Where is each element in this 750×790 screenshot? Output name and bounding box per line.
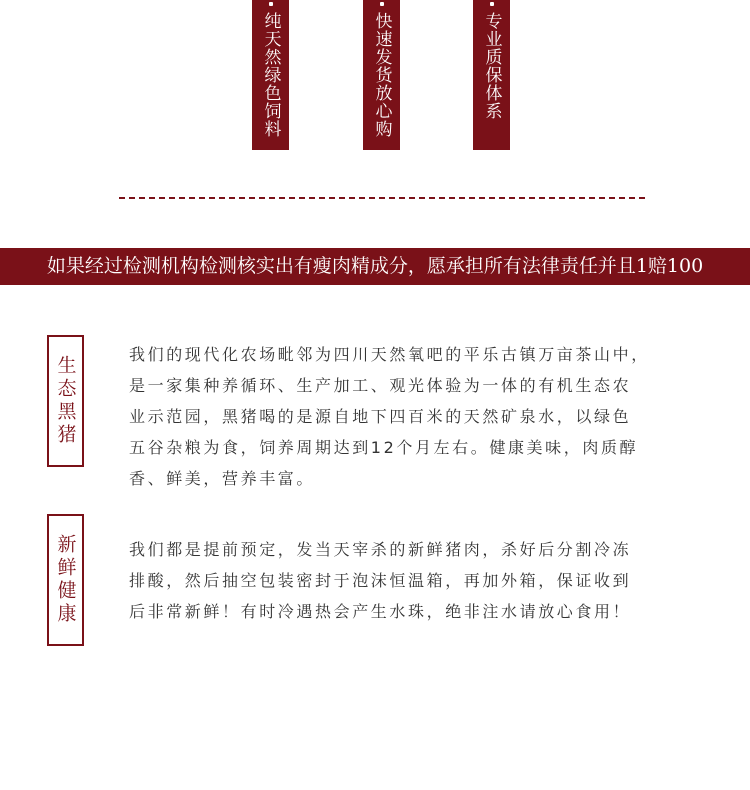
description-line: 业示范园，黑猪喝的是源自地下四百米的天然矿泉水，以绿色: [129, 407, 632, 426]
description-line: 五谷杂粮为食，饲养周期达到12个月左右。健康美味，肉质醇: [129, 438, 639, 457]
bullet-dot-icon: [269, 2, 273, 6]
guarantee-banner: 如果经过检测机构检测核实出有瘦肉精成分，愿承担所有法律责任并且1赔100: [0, 248, 750, 285]
section-label-text: 新鲜健康: [54, 534, 77, 626]
section-label-text: 生态黑猪: [54, 355, 77, 447]
description-line: 我们的现代化农场毗邻为四川天然氧吧的平乐古镇万亩茶山中，: [129, 345, 650, 364]
feature-tag-text: 专业质保体系: [481, 12, 502, 120]
description-line: 排酸，然后抽空包装密封于泡沫恒温箱，再加外箱，保证收到: [129, 571, 632, 590]
bullet-dot-icon: [380, 2, 384, 6]
section-description-eco: [129, 339, 719, 494]
feature-tag-fast-delivery: [363, 0, 400, 150]
feature-tag-text: 快速发货放心购: [371, 12, 392, 138]
description-line: 后非常新鲜！有时冷遇热会产生水珠，绝非注水请放心食用！: [129, 602, 632, 621]
section-label-eco-black-pig: [47, 335, 84, 467]
bullet-dot-icon: [490, 2, 494, 6]
description-line: 香、鲜美，营养丰富。: [129, 469, 316, 488]
section-label-fresh-healthy: [47, 514, 84, 646]
description-line: 是一家集种养循环、生产加工、观光体验为一体的有机生态农: [129, 376, 632, 395]
section-description-fresh: [129, 534, 719, 627]
dashed-divider: [119, 197, 645, 199]
description-line: 我们都是提前预定，发当天宰杀的新鲜猪肉，杀好后分割冷冻: [129, 540, 632, 559]
feature-tag-natural-feed: [252, 0, 289, 150]
feature-tag-text: 纯天然绿色饲料: [260, 12, 281, 138]
feature-tag-quality-assurance: [473, 0, 510, 150]
